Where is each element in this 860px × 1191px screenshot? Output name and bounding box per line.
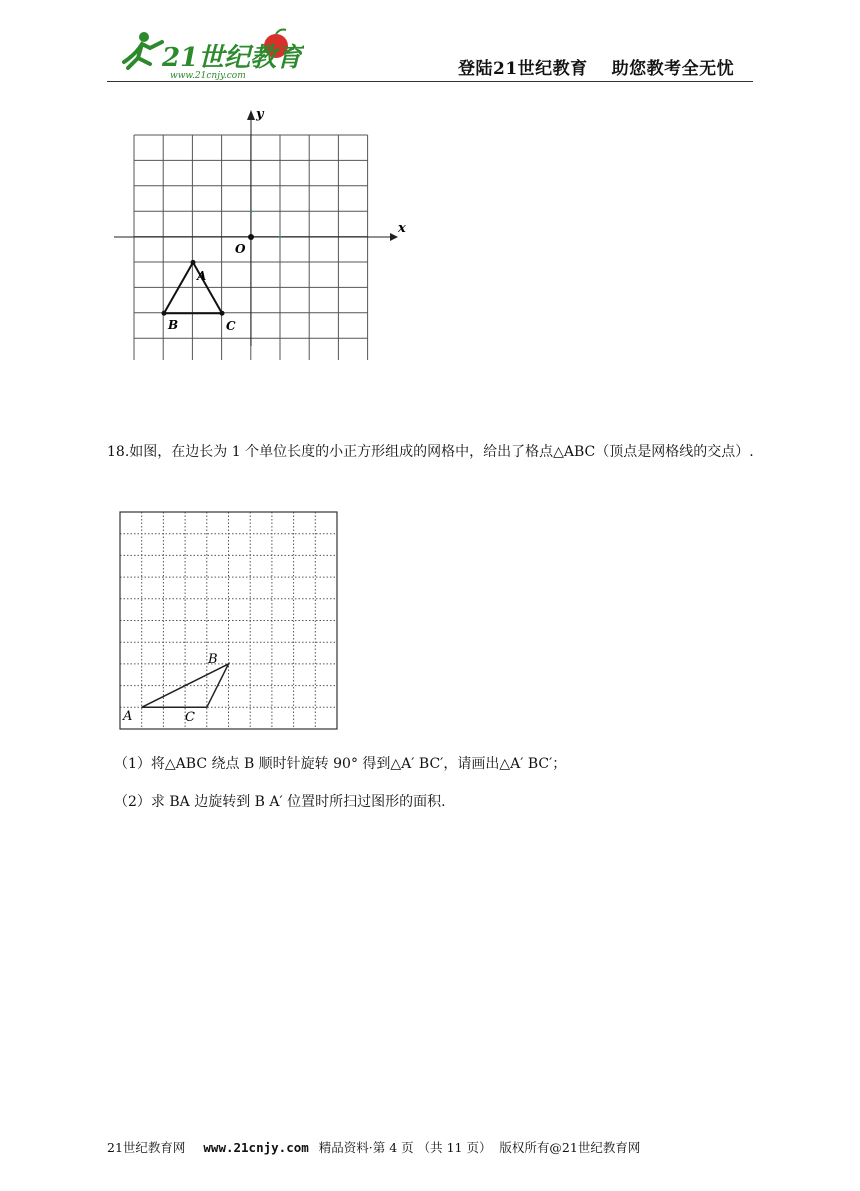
footer-middle: 精品资料·第 4 页 （共 11 页） [318, 1140, 492, 1155]
figure1-x-arrow-icon [390, 233, 398, 241]
header-logo [114, 28, 304, 80]
figure1-point-b [162, 311, 167, 316]
figure1-unit-x-point [279, 236, 281, 238]
logo-text: 21世纪教育 [162, 43, 303, 73]
figure1-label-a: A [197, 269, 207, 283]
page-footer [107, 1138, 640, 1156]
problem-18-part-1: （1）将△ABC 绕点 B 顺时针旋转 90° 得到△A′ BC′，请画出△A′ BC′； [114, 756, 567, 772]
logo-graphic [114, 28, 304, 80]
header-slogan [458, 54, 734, 79]
figure1-point-a [191, 260, 196, 265]
logo-runner-icon [124, 42, 162, 68]
figure2-grid [112, 505, 347, 735]
figure1-label-b: B [168, 318, 179, 332]
figure1-point-c [220, 311, 225, 316]
logo-url: www.21cnjy.com [170, 71, 246, 80]
figure1-y-arrow-icon [247, 110, 255, 120]
problem-18-text: 18.如图，在边长为 1 个单位长度的小正方形组成的网格中，给出了格点△ABC（顶点是网格线的交点）. [107, 444, 754, 460]
figure1-y-label: y [256, 107, 264, 122]
figure1-unit-y-point [250, 211, 252, 213]
header-slogan-left: 登陆21世纪教育 [458, 59, 588, 79]
figure2-label-b: B [208, 652, 218, 667]
logo-figure-head-icon [139, 32, 149, 42]
figure1-origin-label: O [235, 242, 246, 256]
header-slogan-right: 助您教考全无忧 [611, 59, 735, 79]
footer-left: 21世纪教育网 [107, 1140, 186, 1155]
footer-right: 版权所有@21世纪教育网 [499, 1140, 641, 1155]
header-divider [107, 81, 753, 82]
figure2-label-a: A [123, 709, 133, 724]
footer-site: www.21cnjy.com [203, 1140, 309, 1155]
figure2-grid-lines [120, 512, 337, 729]
figure1-x-label: x [398, 221, 406, 236]
figure1-label-c: C [226, 319, 236, 333]
problem-18-part-2: （2）求 BA 边旋转到 B A′ 位置时所扫过图形的面积. [114, 794, 446, 810]
figure2-label-c: C [185, 710, 195, 725]
figure1-coordinate-grid [108, 100, 418, 360]
figure1-origin-point [248, 234, 254, 240]
